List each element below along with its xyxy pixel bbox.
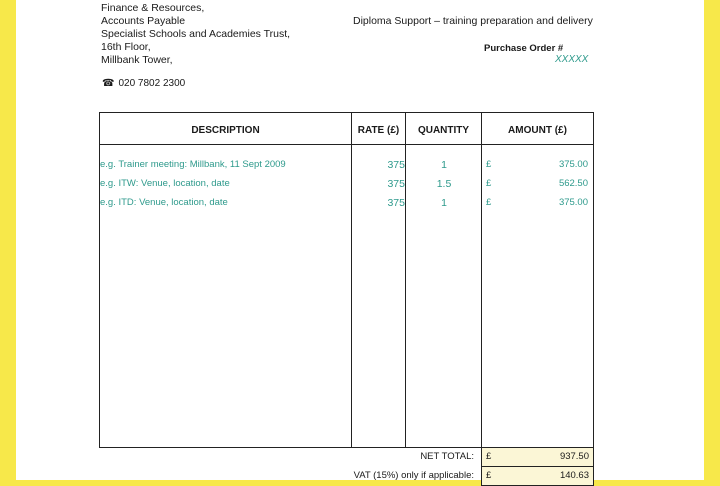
- address-line: Millbank Tower,: [101, 54, 173, 66]
- invoice-subject: Diploma Support – training preparation and delivery: [353, 15, 593, 27]
- header-description: DESCRIPTION: [191, 125, 260, 136]
- vat-box: [481, 466, 594, 486]
- row-rate: 375: [387, 197, 405, 209]
- net-total-row: [99, 447, 592, 465]
- row-amount: 562.50: [558, 178, 588, 189]
- address-line: Finance & Resources,: [101, 2, 205, 14]
- header-divider: [100, 144, 593, 145]
- address-line: 16th Floor,: [101, 41, 151, 53]
- phone-text: 020 7802 2300: [118, 78, 186, 89]
- table-row: [100, 197, 593, 215]
- row-quantity: 1.5: [436, 178, 452, 190]
- row-rate: 375: [387, 159, 405, 171]
- vat-amount: 140.63: [559, 470, 589, 481]
- billing-address: [101, 2, 290, 67]
- line-items-table: [99, 112, 594, 448]
- row-quantity: 1: [441, 159, 447, 171]
- vat-row: [99, 466, 592, 484]
- invoice-page: [16, 0, 704, 480]
- purchase-order-value: XXXXX: [555, 54, 589, 65]
- header-amount: AMOUNT (£): [508, 125, 567, 136]
- vat-label: VAT (15%) only if applicable:: [353, 470, 474, 481]
- row-description: e.g. ITD: Venue, location, date: [100, 197, 228, 208]
- table-row: [100, 159, 593, 177]
- purchase-order-label: Purchase Order #: [484, 43, 564, 54]
- row-description: e.g. Trainer meeting: Millbank, 11 Sept 2009: [100, 159, 286, 170]
- address-line: Accounts Payable: [101, 15, 186, 27]
- header-quantity: QUANTITY: [417, 125, 470, 136]
- telephone-icon: ☎: [102, 78, 115, 89]
- phone-number: [102, 78, 185, 89]
- row-currency: £: [486, 178, 492, 189]
- header-rate: RATE (£): [357, 125, 400, 136]
- row-description: e.g. ITW: Venue, location, date: [100, 178, 230, 189]
- row-amount: 375.00: [558, 197, 588, 208]
- address-line: Specialist Schools and Academies Trust,: [101, 28, 291, 40]
- net-total-box: [481, 447, 594, 467]
- row-currency: £: [486, 197, 492, 208]
- net-total-amount: 937.50: [559, 451, 589, 462]
- net-total-label: NET TOTAL:: [420, 451, 474, 462]
- row-currency: £: [486, 159, 492, 170]
- row-quantity: 1: [441, 197, 447, 209]
- net-total-currency: £: [486, 451, 492, 462]
- row-amount: 375.00: [558, 159, 588, 170]
- vat-currency: £: [486, 470, 492, 481]
- row-rate: 375: [387, 178, 405, 190]
- table-row: [100, 178, 593, 196]
